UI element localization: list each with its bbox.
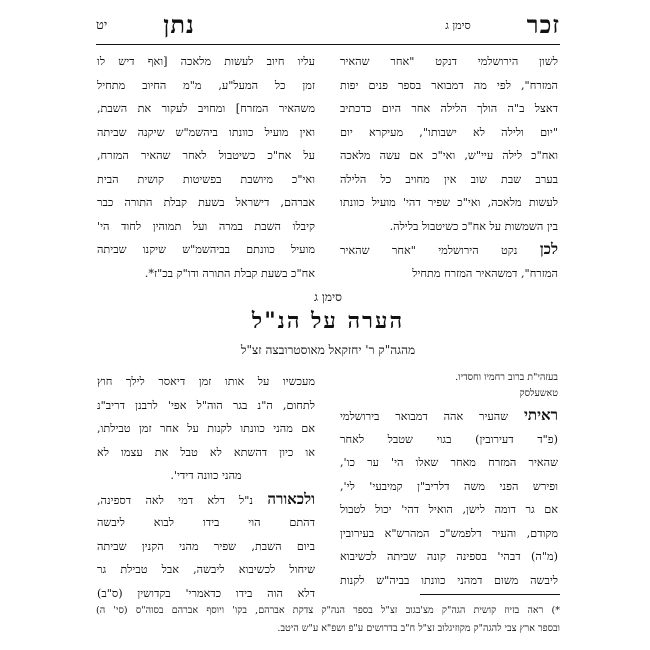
lead-word: לכן <box>539 240 558 258</box>
header-siman: סימן ג <box>445 18 471 32</box>
text-line: אברהם, דישראל בשעת קבלת התורה כבר <box>97 196 315 209</box>
text-line: לעשות מלאכה, ואי"כ שפיר דהי' מועיל כוונתו <box>340 196 558 209</box>
footnote-rule <box>420 594 560 595</box>
text-line: דהתם הוי בידו לבוא ליבשה <box>97 516 315 529</box>
text-line: מקודם, והעיר דלפמש"כ המהרש"א בעירובין <box>340 526 558 540</box>
footnote-marker: *) <box>551 605 560 616</box>
text-line: (מ"ה) דבהי' בספינה קונה שביתה לכשיבוא <box>340 550 558 563</box>
text-line: ליבשה משום דמהני כוונתו בביה"ש לקנות <box>340 573 558 587</box>
text-line: אם מהני כוונתו לקנות על אחר זמן טבילתו, <box>97 422 315 435</box>
text-line: מועיל כוונתם בביהשמ"ש שיקנו שביתה <box>97 243 315 256</box>
text-line: (פ"ד דעירובין) בגוי שטבל לאחר <box>340 432 558 446</box>
top-left-column <box>97 50 315 285</box>
header-right-title: זכר <box>526 10 560 39</box>
intro-note <box>340 370 558 402</box>
text-line: שהאיר המזרח מאחר שאלו הי' ער כו', <box>340 456 558 469</box>
text-line: "יום ולילה לא ישבותו", מעיקרא יום <box>340 125 558 139</box>
text-line: בין השמשות על אח"כ כשיטבול בלילה. <box>389 219 558 233</box>
text-line: המזרח", דמשהאיר המזרח מתחיל <box>412 266 558 280</box>
text-line: שיחול לכשיבוא ליבשה, אבל טבילת גר <box>97 563 315 576</box>
header-rule <box>96 44 560 45</box>
text-line: אם גר דומה לישן, הואיל דהי' יכול לטבול <box>340 503 558 516</box>
intro-note-line: בעזהי"ת ברוב רחמיו וחסדיו. <box>455 372 558 383</box>
text-line: דאצל ב"ה הולך הלילה אחר היום כדכתיב <box>340 102 558 115</box>
text-line: או כיון דהשתא לא טבל את עצמו לא <box>97 445 315 459</box>
text-line-with-lead <box>340 238 558 262</box>
lead-line-rest: שהעיר אהה דמבואר בירושלמי <box>340 410 509 423</box>
text-line: לתחום, ה"נ בגר הוה"ל אפי' לרבנן דריב"נ <box>97 398 315 412</box>
text-line-with-lead <box>340 404 558 428</box>
header-page-number: יט <box>96 18 108 33</box>
top-right-column <box>340 50 558 285</box>
section-author: מהגה"ק ר' יחזקאל מאוסטרובצה זצ"ל <box>240 343 416 357</box>
text-line: ביום השבת, שפיר מהני הקנין שביתה <box>97 539 315 553</box>
text-line: בערב שבת שוב אין מחויב כל הלילה <box>340 172 558 186</box>
footnote-line <box>96 602 560 620</box>
text-line: משהאיר המזרח] ומחויב לעקור את השבת, <box>97 102 315 115</box>
bottom-right-column <box>340 404 558 592</box>
text-line: זמן כל המעל"ע, מ"מ החיוב מתחיל <box>97 78 315 92</box>
text-line: המזרח", לפי מה דמבואר בספר פנים יפות <box>340 78 558 92</box>
lead-line-rest: נקט הירושלמי "אחר שהאיר <box>340 244 518 257</box>
bottom-left-column <box>97 370 315 605</box>
footnote <box>96 602 560 638</box>
page-header <box>96 8 560 42</box>
text-line: מעכשיו על אותו זמן דיאסר לילך חוץ <box>97 375 315 388</box>
text-line-with-lead <box>97 488 315 512</box>
text-line: דלא הוה בידו כדאמרי' בקדושין (ס"ב) <box>97 586 315 600</box>
text-line: קיבלו השבת במרה ועל תמוהין לחוד הי' <box>97 219 315 233</box>
text-line: ואח"כ לילה עיי"ש, ואי"כ אם עשה מלאכה <box>340 149 558 162</box>
text-line: לשון הירושלמי דנקט "אחר שהאיר <box>340 55 558 68</box>
footnote-line-text: ראה בזיוז קושית הגה"ק מצ'בגוב זצ"ל בספר הנה"ק צדקת אברהם, בקו' ויוסף אברהם בסוה"ס (סי' ה) <box>96 605 544 616</box>
header-left-group <box>96 10 195 40</box>
text-line: ואין מועיל כוונתו ביהשמ"ש שיקנה שביתה <box>97 125 315 139</box>
text-line: מהני כוונה דידי'. <box>170 469 242 482</box>
text-line: ואי"כ מיושבת בפשיטות קושית הבית <box>97 172 315 186</box>
header-left-title: נתן <box>163 10 195 39</box>
text-line: ופירש הפני משה דלריב"ן קמיבעי' לי', <box>340 479 558 493</box>
section-siman: סימן ג <box>314 290 342 304</box>
lead-word: ולכאורה <box>267 489 315 508</box>
lead-line-rest: נ"ל דלא דמי לאה דספינה, <box>97 493 254 507</box>
section-title: הערה על הנ"ל <box>251 308 405 334</box>
text-line: אח"כ בשעת קבלת התורה ודו"ק בכ"ז*. <box>144 266 315 280</box>
text-line: על אח"כ כשיטבול לאחר שהאיר המזרח, <box>97 149 315 162</box>
footnote-line: ובספר ארץ צבי להגה"ק מקוזיגלוב זצ"ל ח"ב בדרושים ע"פ ושפ"א ע"ש היטב. <box>277 623 560 634</box>
lead-word: ראיתי <box>523 406 558 424</box>
text-line: עליו חיוב לעשות מלאכה [ואף דיש לו <box>97 55 315 68</box>
header-right-group <box>445 10 560 40</box>
intro-note-place: טאשעלסק <box>519 388 558 399</box>
